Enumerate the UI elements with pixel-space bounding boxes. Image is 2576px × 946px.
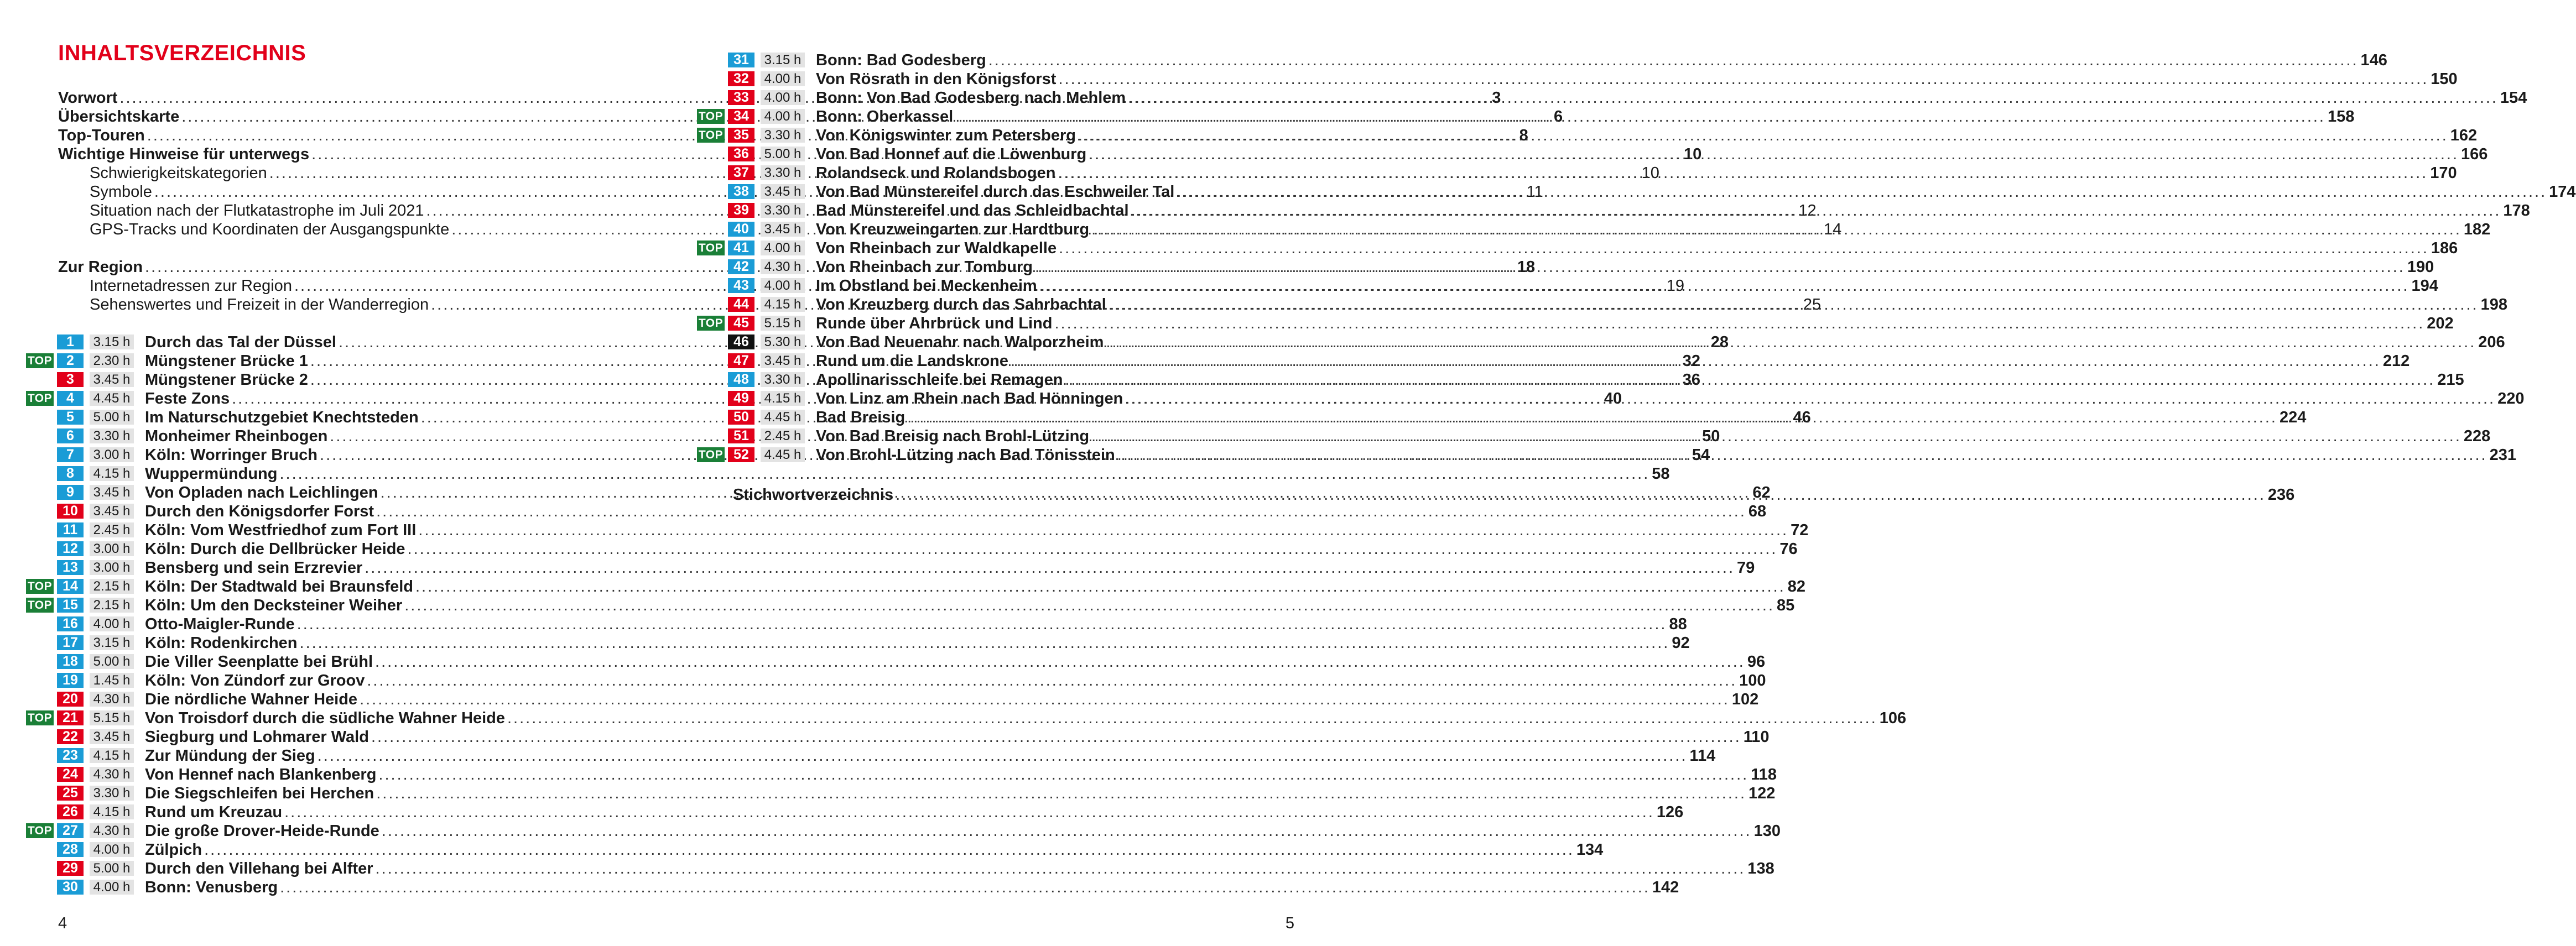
tour-number-badge: 20 [57, 692, 84, 707]
tour-title: Die Viller Seenplatte bei Brühl [145, 653, 373, 671]
index-entry-page: 236 [2267, 486, 2295, 504]
tour-entry-row [145, 728, 1770, 746]
tour-page: 32 [1682, 352, 1700, 370]
tour-number-badge: 26 [57, 804, 84, 819]
tour-title: Wuppermündung [145, 465, 278, 483]
tour-page: 194 [2411, 277, 2438, 295]
tour-duration-badge: 3.45 h [761, 184, 805, 199]
tour-duration-badge: 3.45 h [90, 372, 134, 387]
top-tour-badge: TOP [26, 823, 54, 838]
tour-entry-row [145, 652, 1766, 671]
top-tour-badge: TOP [697, 316, 725, 331]
leader-dots [1091, 427, 2461, 446]
tour-number-badge: 9 [57, 485, 84, 500]
tour-entry-row [816, 88, 2527, 107]
top-tour-badge: TOP [697, 447, 725, 462]
tour-number-badge: 16 [57, 616, 84, 631]
tour-entry-row [816, 70, 2458, 88]
leader-dots [1117, 446, 2487, 464]
tour-page: 96 [1747, 653, 1766, 671]
tour-number-badge: 1 [57, 335, 84, 349]
tour-number-badge: 51 [728, 428, 754, 443]
toc-entry-title: Wichtige Hinweise für unterwegs [58, 145, 310, 163]
tour-title: Von Troisdorf durch die südliche Wahner Heide [145, 709, 505, 727]
tour-entry-row [816, 276, 2438, 295]
tour-title: Köln: Worringer Bruch [145, 446, 318, 464]
tour-duration-badge: 3.30 h [90, 428, 134, 443]
leader-dots [1131, 201, 2501, 220]
leader-dots [1058, 70, 2428, 88]
tour-page: 36 [1682, 371, 1700, 389]
tour-number-badge: 2 [57, 353, 84, 368]
tour-title: Köln: Um den Decksteiner Weiher [145, 597, 403, 614]
tour-duration-badge: 1.45 h [90, 673, 134, 688]
tour-entry-row [145, 464, 1670, 483]
tour-number-badge: 23 [57, 748, 84, 763]
tour-entry-row [145, 671, 1766, 690]
top-tour-badge: TOP [26, 710, 54, 725]
tour-page: 224 [2279, 409, 2307, 426]
tour-number-badge: 42 [728, 259, 754, 274]
tour-title: Feste Zons [145, 390, 230, 407]
toc-entry-page: 3 [1492, 89, 1501, 107]
tour-page: 178 [2503, 202, 2530, 219]
tour-duration-badge: 3.30 h [761, 372, 805, 387]
leader-dots [988, 51, 2359, 70]
tour-page: 154 [2500, 89, 2527, 107]
tour-title: Bonn: Von Bad Godesberg nach Mehlem [816, 89, 1126, 107]
leader-dots [1058, 164, 2428, 182]
tour-duration-badge: 3.30 h [90, 786, 134, 801]
tour-entry-row [145, 709, 1907, 728]
tour-duration-badge: 4.30 h [90, 823, 134, 838]
tour-title: Von Opladen nach Leichlingen [145, 484, 378, 501]
tour-page: 190 [2407, 258, 2434, 276]
tour-duration-badge: 4.45 h [761, 447, 805, 462]
tour-number-badge: 50 [728, 410, 754, 425]
top-tour-badge: TOP [26, 391, 54, 406]
leader-dots [1089, 145, 2459, 164]
tour-number-badge: 39 [728, 203, 754, 218]
tour-duration-badge: 4.15 h [761, 391, 805, 406]
tour-entry-row [816, 51, 2387, 70]
top-tour-badge: TOP [26, 579, 54, 594]
tour-duration-badge: 4.00 h [761, 90, 805, 105]
tour-page: 118 [1751, 766, 1777, 783]
tour-page: 231 [2489, 446, 2516, 464]
tour-page: 85 [1777, 597, 1795, 614]
tour-page: 110 [1743, 728, 1770, 746]
tour-duration-badge: 5.00 h [90, 861, 134, 876]
page-number-right: 5 [1285, 914, 1294, 932]
tour-duration-badge: 3.00 h [90, 541, 134, 556]
tour-page: 114 [1689, 747, 1716, 765]
tour-number-badge: 27 [57, 823, 84, 838]
tour-title: Durch den Villehang bei Alfter [145, 860, 373, 877]
toc-entry-title: GPS-Tracks und Koordinaten der Ausgangspunkte [90, 221, 450, 238]
tour-number-badge: 24 [57, 767, 84, 782]
tour-page: 150 [2431, 70, 2458, 88]
tour-entry-row [145, 878, 1679, 897]
tour-number-badge: 36 [728, 147, 754, 161]
tour-entry-row [145, 502, 1767, 521]
tour-page: 206 [2478, 333, 2505, 351]
tour-title: Bonn: Bad Godesberg [816, 51, 986, 69]
tour-entry-row [145, 690, 1759, 709]
tour-duration-badge: 3.30 h [761, 128, 805, 143]
tour-entry-row [145, 840, 1604, 859]
tour-duration-badge: 4.15 h [761, 297, 805, 312]
tour-title: Köln: Der Stadtwald bei Braunsfeld [145, 578, 413, 595]
tour-number-badge: 35 [728, 128, 754, 143]
tour-entry-row [145, 859, 1774, 878]
top-tour-badge: TOP [26, 598, 54, 613]
toc-entry-title: Vorwort [58, 89, 118, 107]
tour-entry-row [145, 540, 1798, 558]
tour-number-badge: 10 [57, 504, 84, 519]
tour-duration-badge: 2.45 h [90, 522, 134, 537]
tour-page: 54 [1692, 446, 1710, 464]
tour-entry-row [145, 765, 1777, 784]
tour-duration-badge: 3.00 h [90, 447, 134, 462]
tour-number-badge: 41 [728, 241, 754, 255]
tour-title: Die große Drover-Heide-Runde [145, 822, 379, 840]
tour-page: 79 [1737, 559, 1755, 577]
tour-number-badge: 21 [57, 710, 84, 725]
tour-duration-badge: 3.15 h [90, 635, 134, 650]
tour-duration-badge: 5.00 h [761, 147, 805, 161]
tour-page: 198 [2480, 296, 2507, 313]
tour-title: Rund um die Landskrone [816, 352, 1009, 370]
tour-page: 68 [1748, 503, 1767, 520]
tour-number-badge: 43 [728, 278, 754, 293]
tour-page: 212 [2382, 352, 2410, 370]
tour-number-badge: 52 [728, 447, 754, 462]
leader-dots [896, 485, 2266, 504]
tour-page: 58 [1652, 465, 1670, 483]
tour-entry-row [816, 126, 2478, 145]
tour-page: 50 [1702, 427, 1720, 445]
toc-entry-page: 19 [1666, 277, 1685, 295]
leader-dots [1065, 370, 2435, 389]
tour-page: 202 [2427, 315, 2454, 332]
tour-duration-badge: 4.30 h [90, 767, 134, 782]
toc-entry-page: 11 [1526, 183, 1543, 201]
tour-duration-badge: 3.15 h [90, 335, 134, 349]
leader-dots [1106, 333, 2476, 352]
tour-number-badge: 7 [57, 447, 84, 462]
tour-duration-badge: 3.45 h [761, 353, 805, 368]
toc-entry-title: Internetadressen zur Region [90, 277, 292, 295]
tour-page: 82 [1787, 578, 1806, 595]
leader-dots [1039, 276, 2410, 295]
tour-duration-badge: 5.30 h [761, 335, 805, 349]
leader-dots [1078, 126, 2448, 145]
tour-duration-badge: 4.00 h [90, 842, 134, 857]
tour-number-badge: 45 [728, 316, 754, 331]
leader-dots [1059, 239, 2429, 258]
tour-page: 72 [1791, 521, 1809, 539]
tour-page: 170 [2430, 164, 2457, 182]
tour-page: 228 [2463, 427, 2491, 445]
top-tour-badge: TOP [697, 128, 725, 143]
tour-title: Von Kreuzberg durch das Sahrbachtal [816, 296, 1106, 313]
tour-page: 92 [1672, 634, 1690, 652]
tour-number-badge: 34 [728, 109, 754, 124]
tour-title: Von Bad Münstereifel durch das Eschweiler Tal [816, 183, 1175, 201]
leader-dots [1125, 389, 2495, 408]
tour-title: Die nördliche Wahner Heide [145, 691, 358, 708]
tour-number-badge: 29 [57, 861, 84, 876]
toc-entry-page: 25 [1803, 296, 1822, 313]
tour-number-badge: 6 [57, 428, 84, 443]
tour-title: Bonn: Oberkassel [816, 108, 954, 126]
tour-duration-badge: 4.00 h [90, 880, 134, 895]
tour-number-badge: 4 [57, 391, 84, 406]
tour-number-badge: 48 [728, 372, 754, 387]
tour-title: Bonn: Venusberg [145, 879, 278, 896]
tour-number-badge: 25 [57, 786, 84, 801]
tour-duration-badge: 4.30 h [90, 692, 134, 707]
tour-number-badge: 3 [57, 372, 84, 387]
tour-number-badge: 15 [57, 598, 84, 613]
tour-number-badge: 46 [728, 335, 754, 349]
tour-duration-badge: 4.15 h [90, 466, 134, 481]
leader-dots [1011, 352, 2381, 370]
leader-dots [1091, 220, 2461, 239]
tour-entry-row [145, 596, 1795, 615]
tour-duration-badge: 4.15 h [90, 804, 134, 819]
top-tour-badge: TOP [697, 241, 725, 255]
tour-title: Durch das Tal der Düssel [145, 333, 336, 351]
top-tour-badge: TOP [26, 353, 54, 368]
tour-title: Durch den Königsdorfer Forst [145, 503, 374, 520]
tour-title: Von Bad Honnef auf die Löwenburg [816, 145, 1087, 163]
tour-page: 142 [1652, 879, 1679, 896]
tour-entry-row [145, 577, 1806, 596]
tour-number-badge: 37 [728, 165, 754, 180]
tour-title: Von Brohl-Lützing nach Bad Tönisstein [816, 446, 1115, 464]
tour-number-badge: 22 [57, 729, 84, 744]
leader-dots [955, 107, 2325, 126]
tour-duration-badge: 5.00 h [90, 654, 134, 669]
tour-title: Köln: Vom Westfriedhof zum Fort III [145, 521, 417, 539]
tour-entry-row [816, 314, 2454, 333]
tour-title: Von Hennef nach Blankenberg [145, 766, 377, 783]
tour-title: Müngstener Brücke 2 [145, 371, 308, 389]
tour-page: 220 [2497, 390, 2525, 407]
tour-duration-badge: 4.00 h [761, 278, 805, 293]
tour-page: 215 [2437, 371, 2464, 389]
toc-entry-page: 12 [1798, 202, 1817, 219]
tour-page: 186 [2431, 239, 2458, 257]
tour-duration-badge: 3.30 h [761, 165, 805, 180]
tour-title: Zur Mündung der Sieg [145, 747, 315, 765]
leader-dots [1054, 314, 2424, 333]
tour-page: 88 [1669, 615, 1687, 633]
tour-entry-row [145, 521, 1809, 540]
tour-title: Runde über Ahrbrück und Lind [816, 315, 1053, 332]
index-entry-title: Stichwortverzeichnis [733, 486, 894, 504]
leader-dots [1109, 295, 2479, 314]
tour-title: Apollinarisschleife bei Remagen [816, 371, 1063, 389]
tour-number-badge: 18 [57, 654, 84, 669]
tour-title: Otto-Maigler-Runde [145, 615, 295, 633]
tour-number-badge: 47 [728, 353, 754, 368]
tour-page: 76 [1779, 540, 1798, 558]
leader-dots [1035, 258, 2405, 276]
tour-title: Bad Breisig [816, 409, 905, 426]
tour-entry-row [816, 107, 2355, 126]
tour-duration-badge: 5.00 h [90, 410, 134, 425]
tour-title: Von Königswinter zum Petersberg [816, 127, 1076, 144]
tour-number-badge: 13 [57, 560, 84, 575]
tour-duration-badge: 3.15 h [761, 53, 805, 67]
tour-title: Siegburg und Lohmarer Wald [145, 728, 369, 746]
tour-number-badge: 8 [57, 466, 84, 481]
tour-duration-badge: 3.45 h [761, 222, 805, 237]
tour-entry-row [145, 746, 1716, 765]
tour-page: 100 [1739, 672, 1766, 689]
tour-entry-row [145, 822, 1781, 840]
tour-duration-badge: 2.15 h [90, 598, 134, 613]
toc-entry-title: Übersichtskarte [58, 108, 180, 126]
tour-entry-row [145, 634, 1690, 652]
tour-duration-badge: 3.30 h [761, 203, 805, 218]
leader-dots [1177, 182, 2547, 201]
tour-number-badge: 17 [57, 635, 84, 650]
tour-title: Köln: Von Zündorf zur Groov [145, 672, 365, 689]
tour-duration-badge: 3.45 h [90, 729, 134, 744]
tour-page: 162 [2450, 127, 2478, 144]
tour-duration-badge: 3.00 h [90, 560, 134, 575]
tour-entry-row [145, 615, 1687, 634]
tour-number-badge: 12 [57, 541, 84, 556]
tour-duration-badge: 4.00 h [761, 109, 805, 124]
tour-page: 122 [1748, 785, 1776, 802]
tour-duration-badge: 4.15 h [90, 748, 134, 763]
tour-duration-badge: 4.30 h [761, 259, 805, 274]
toc-entry-page: 8 [1519, 127, 1528, 144]
tour-number-badge: 33 [728, 90, 754, 105]
top-tour-badge: TOP [697, 109, 725, 124]
tour-number-badge: 49 [728, 391, 754, 406]
page-number-left: 4 [58, 914, 67, 932]
toc-entry-page: 10 [1641, 164, 1659, 182]
tour-number-badge: 19 [57, 673, 84, 688]
tour-number-badge: 31 [728, 53, 754, 67]
tour-duration-badge: 2.45 h [761, 428, 805, 443]
toc-entry-title: Situation nach der Flutkatastrophe im Juli 2021 [90, 202, 424, 219]
toc-entry-page: 18 [1517, 258, 1536, 276]
tour-duration-badge: 2.15 h [90, 579, 134, 594]
tour-duration-badge: 4.00 h [761, 71, 805, 86]
toc-entry-page: 14 [1824, 221, 1842, 238]
tour-page: 182 [2463, 221, 2491, 238]
tour-duration-badge: 4.45 h [761, 410, 805, 425]
tour-title: Von Bad Neuenahr nach Walporzheim [816, 333, 1104, 351]
tour-number-badge: 44 [728, 297, 754, 312]
tour-title: Bad Münstereifel und das Schleidbachtal [816, 202, 1129, 219]
tour-page: 158 [2327, 108, 2355, 126]
tour-title: Von Rheinbach zur Waldkapelle [816, 239, 1057, 257]
tour-title: Köln: Rodenkirchen [145, 634, 298, 652]
tour-title: Müngstener Brücke 1 [145, 352, 308, 370]
tour-entry-row [145, 558, 1755, 577]
tour-title: Von Linz am Rhein nach Bad Hönningen [816, 390, 1123, 407]
tour-title: Im Obstland bei Meckenheim [816, 277, 1037, 295]
tour-duration-badge: 4.45 h [90, 391, 134, 406]
tour-number-badge: 38 [728, 184, 754, 199]
tour-page: 174 [2549, 183, 2576, 201]
tour-entry-row [816, 239, 2458, 258]
tour-title: Von Rheinbach zur Tomburg [816, 258, 1033, 276]
tour-page: 130 [1753, 822, 1781, 840]
tour-page: 28 [1710, 333, 1729, 351]
tour-title: Im Naturschutzgebiet Knechtsteden [145, 409, 419, 426]
tour-duration-badge: 3.45 h [90, 504, 134, 519]
leader-dots [1128, 88, 2498, 107]
tour-title: Von Kreuzweingarten zur Hardtburg [816, 221, 1090, 238]
tour-page: 62 [1752, 484, 1771, 501]
tour-number-badge: 32 [728, 71, 754, 86]
tour-duration-badge: 3.45 h [90, 485, 134, 500]
toc-entry-title: Symbole [90, 183, 152, 201]
toc-entry-title: Zur Region [58, 258, 143, 276]
tour-title: Rolandseck und Rolandsbogen [816, 164, 1056, 182]
tour-page: 106 [1879, 709, 1907, 727]
toc-entry-title: Schwierigkeitskategorien [90, 164, 267, 182]
tour-title: Von Rösrath in den Königsforst [816, 70, 1057, 88]
tour-title: Zülpich [145, 841, 202, 859]
tour-page: 134 [1576, 841, 1604, 859]
tour-number-badge: 14 [57, 579, 84, 594]
tour-duration-badge: 5.15 h [90, 710, 134, 725]
tour-duration-badge: 5.15 h [761, 316, 805, 331]
tour-entry-row [145, 803, 1684, 822]
tour-page: 126 [1656, 803, 1684, 821]
tour-title: Monheimer Rheinbogen [145, 427, 328, 445]
tour-page: 166 [2461, 145, 2488, 163]
tour-title: Bensberg und sein Erzrevier [145, 559, 363, 577]
tour-page: 102 [1731, 691, 1759, 708]
toc-entry-page: 10 [1683, 145, 1702, 163]
tour-title: Von Bad Breisig nach Brohl-Lützing [816, 427, 1090, 445]
tour-number-badge: 28 [57, 842, 84, 857]
toc-entry-title: Sehenswertes und Freizeit in der Wanderregion [90, 296, 429, 313]
leader-dots [907, 408, 2277, 427]
tour-duration-badge: 2.30 h [90, 353, 134, 368]
tour-title: Rund um Kreuzau [145, 803, 283, 821]
tour-page: 46 [1793, 409, 1811, 426]
tour-duration-badge: 4.00 h [761, 241, 805, 255]
tour-title: Die Siegschleifen bei Herchen [145, 785, 374, 802]
tour-entry-row [145, 784, 1776, 803]
toc-entry-title: Top-Touren [58, 127, 145, 144]
toc-heading: INHALTSVERZEICHNIS [58, 41, 306, 65]
toc-entry-page: 6 [1554, 108, 1563, 126]
tour-number-badge: 40 [728, 222, 754, 237]
tour-duration-badge: 4.00 h [90, 616, 134, 631]
tour-title: Köln: Durch die Dellbrücker Heide [145, 540, 405, 558]
tour-number-badge: 11 [57, 522, 84, 537]
tour-number-badge: 5 [57, 410, 84, 425]
tour-page: 138 [1747, 860, 1774, 877]
tour-page: 146 [2360, 51, 2387, 69]
tour-page: 40 [1604, 390, 1622, 407]
tour-number-badge: 30 [57, 880, 84, 895]
